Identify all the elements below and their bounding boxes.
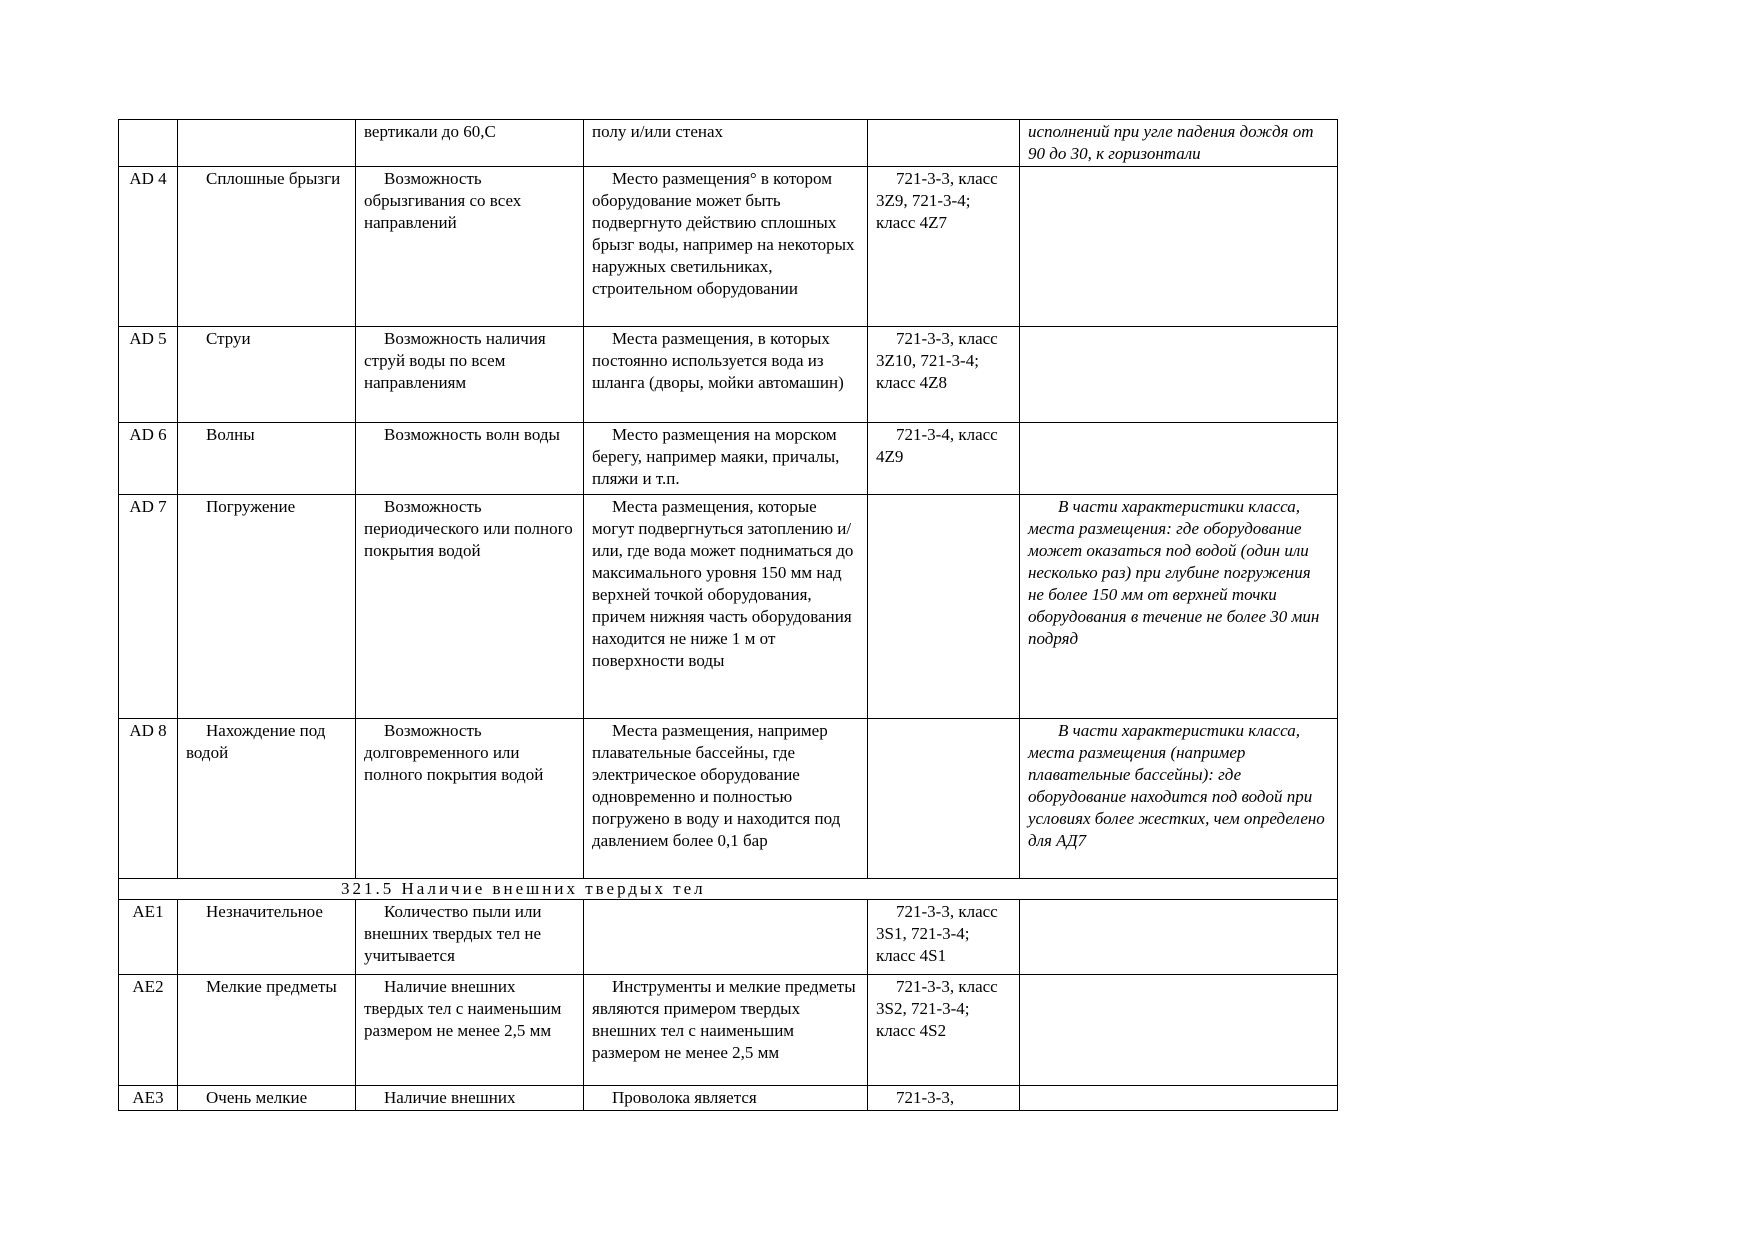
table-row <box>119 495 1338 719</box>
name-cell: Сплошные брызги <box>178 167 356 327</box>
application-cell: Место размещения° в котором оборудование может быть подвергнуто действию сплошных брызг воды, например на некоторых наружных светильниках, строительном оборудовании <box>584 167 868 327</box>
code-cell: AD 6 <box>119 423 178 495</box>
standard-cell: 721-3-3, класс 3Z10, 721-3-4; класс 4Z8 <box>868 327 1020 423</box>
application-cell: Места размещения, которые могут подвергнуться затоплению и/или, где вода может подниматься до максимального уровня 150 мм над верхней точкой оборудования, причем нижняя часть оборудования находится не ниже 1 м от поверхности воды <box>584 495 868 719</box>
standard-cell: 721-3-3, класс 3S1, 721-3-4; класс 4S1 <box>868 900 1020 975</box>
table-row <box>119 423 1338 495</box>
name-cell: Незначительное <box>178 900 356 975</box>
name-cell <box>178 120 356 167</box>
name-cell: Волны <box>178 423 356 495</box>
table-row <box>119 120 1338 167</box>
note-cell <box>1020 327 1338 423</box>
characteristic-cell: Возможность волн воды <box>356 423 584 495</box>
section-row <box>119 879 1338 900</box>
note-cell: В части характеристики класса, места размещения (например плавательные бассейны): где оборудование находится под водой при условиях более жестких, чем определено для АД7 <box>1020 719 1338 879</box>
characteristic-cell: Возможность долговременного или полного покрытия водой <box>356 719 584 879</box>
table-row <box>119 975 1338 1086</box>
application-cell: Место размещения на морском берегу, например маяки, причалы, пляжи и т.п. <box>584 423 868 495</box>
characteristic-cell: Количество пыли или внешних твердых тел не учитывается <box>356 900 584 975</box>
characteristic-cell: вертикали до 60,С <box>356 120 584 167</box>
code-cell: AE3 <box>119 1086 178 1111</box>
note-cell <box>1020 167 1338 327</box>
table-row <box>119 167 1338 327</box>
standard-cell: 721-3-4, класс 4Z9 <box>868 423 1020 495</box>
characteristic-cell: Возможность обрызгивания со всех направлений <box>356 167 584 327</box>
note-cell <box>1020 1086 1338 1111</box>
name-cell: Мелкие предметы <box>178 975 356 1086</box>
code-cell <box>119 120 178 167</box>
standard-cell: 721-3-3, класс 3S2, 721-3-4; класс 4S2 <box>868 975 1020 1086</box>
standard-cell <box>868 120 1020 167</box>
note-cell <box>1020 975 1338 1086</box>
characteristic-cell: Наличие внешних твердых тел с наименьшим размером не менее 2,5 мм <box>356 975 584 1086</box>
standard-cell: 721-3-3, <box>868 1086 1020 1111</box>
characteristic-cell: Возможность периодического или полного покрытия водой <box>356 495 584 719</box>
section-heading: 321.5 Наличие внешних твердых тел <box>119 879 1338 900</box>
name-cell: Очень мелкие <box>178 1086 356 1111</box>
name-cell: Погружение <box>178 495 356 719</box>
application-cell: Инструменты и мелкие предметы являются примером твердых внешних тел с наименьшим размером не менее 2,5 мм <box>584 975 868 1086</box>
table-row <box>119 1086 1338 1111</box>
standard-cell <box>868 495 1020 719</box>
application-cell: Места размещения, например плавательные бассейны, где электрическое оборудование одновременно и полностью погружено в воду и находится под давлением более 0,1 бар <box>584 719 868 879</box>
application-cell: полу и/или стенах <box>584 120 868 167</box>
note-cell: исполнений при угле падения дождя от 90 до 30, к горизонтали <box>1020 120 1338 167</box>
code-cell: AD 7 <box>119 495 178 719</box>
table-row <box>119 900 1338 975</box>
code-cell: AD 4 <box>119 167 178 327</box>
table-row <box>119 719 1338 879</box>
application-cell: Места размещения, в которых постоянно используется вода из шланга (дворы, мойки автомашин) <box>584 327 868 423</box>
name-cell: Струи <box>178 327 356 423</box>
table-row <box>119 327 1338 423</box>
code-cell: AE2 <box>119 975 178 1086</box>
standard-cell: 721-3-3, класс 3Z9, 721-3-4; класс 4Z7 <box>868 167 1020 327</box>
standard-cell <box>868 719 1020 879</box>
application-cell <box>584 900 868 975</box>
code-cell: AE1 <box>119 900 178 975</box>
characteristic-cell: Наличие внешних <box>356 1086 584 1111</box>
classification-table <box>118 119 1338 1111</box>
note-cell: В части характеристики класса, места размещения: где оборудование может оказаться под водой (один или несколько раз) при глубине погружения не более 150 мм от верхней точки оборудования в течение не более 30 мин подряд <box>1020 495 1338 719</box>
name-cell: Нахождение под водой <box>178 719 356 879</box>
note-cell <box>1020 423 1338 495</box>
characteristic-cell: Возможность наличия струй воды по всем направлениям <box>356 327 584 423</box>
note-cell <box>1020 900 1338 975</box>
code-cell: AD 8 <box>119 719 178 879</box>
code-cell: AD 5 <box>119 327 178 423</box>
application-cell: Проволока является <box>584 1086 868 1111</box>
